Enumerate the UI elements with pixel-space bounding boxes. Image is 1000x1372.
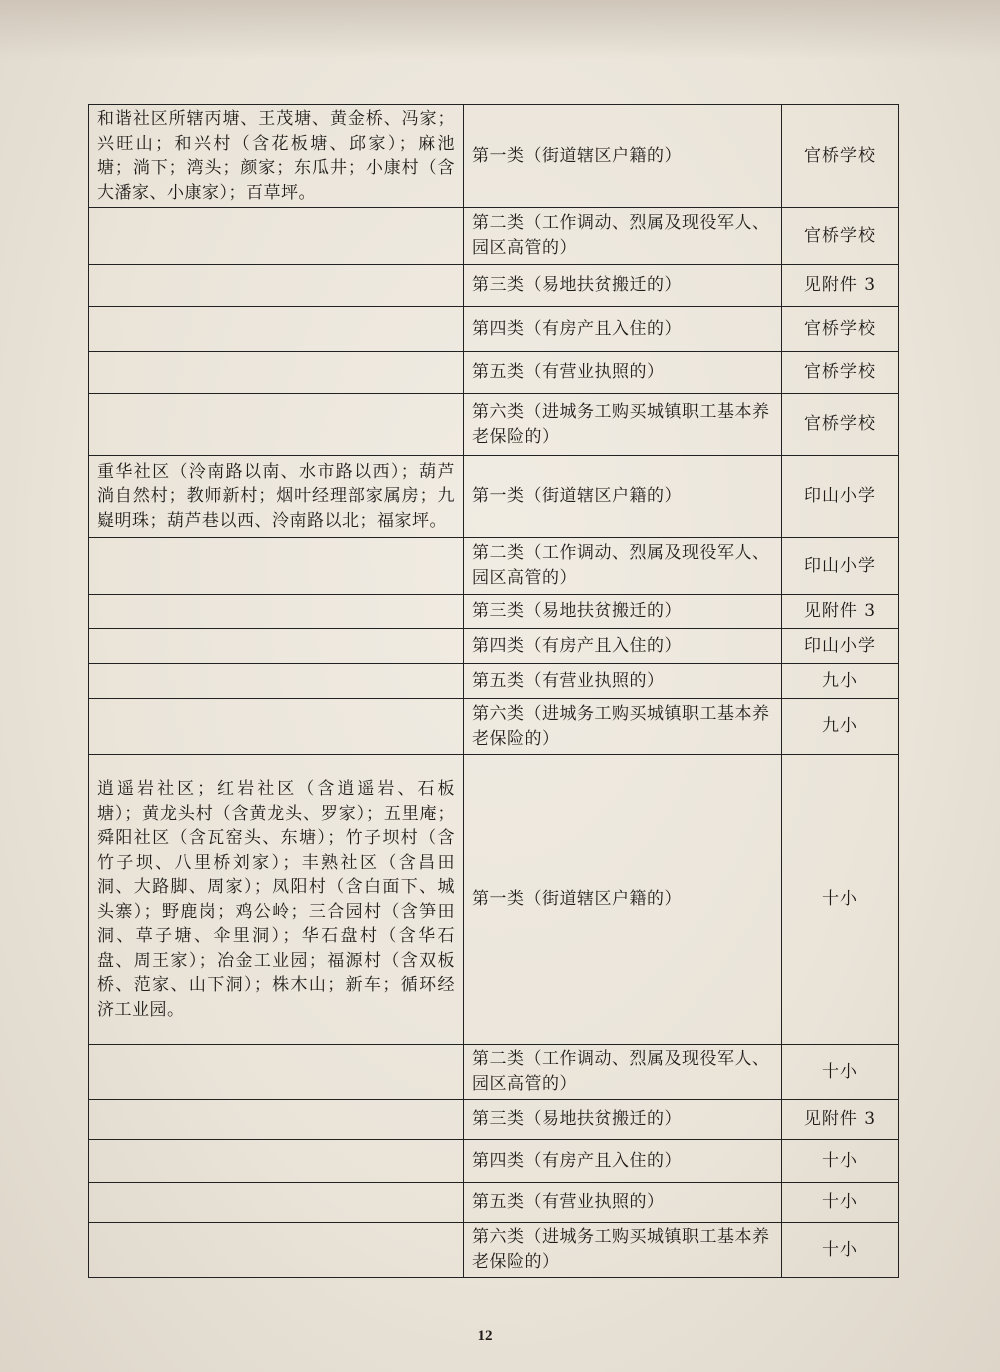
category-cell: 第五类（有营业执照的）	[464, 664, 782, 699]
category-cell: 第五类（有营业执照的）	[464, 352, 782, 394]
category-cell: 第六类（进城务工购买城镇职工基本养老保险的）	[464, 699, 782, 755]
table-row	[89, 265, 899, 307]
category-cell: 第一类（街道辖区户籍的）	[464, 755, 782, 1045]
area-cell-empty	[89, 265, 464, 307]
area-cell-empty	[89, 1100, 464, 1140]
category-cell: 第一类（街道辖区户籍的）	[464, 456, 782, 538]
school-cell: 见附件 3	[782, 1100, 899, 1140]
category-cell: 第三类（易地扶贫搬迁的）	[464, 1100, 782, 1140]
table-row	[89, 1183, 899, 1223]
table-row	[89, 595, 899, 629]
page-number: 12	[477, 1328, 493, 1344]
table-row	[89, 394, 899, 456]
area-cell-empty	[89, 352, 464, 394]
category-cell: 第三类（易地扶贫搬迁的）	[464, 595, 782, 629]
category-cell: 第四类（有房产且入住的）	[464, 629, 782, 664]
school-zone-table	[88, 104, 899, 1278]
area-cell-empty	[89, 538, 464, 595]
table-row	[89, 1100, 899, 1140]
table-row	[89, 105, 899, 208]
area-cell: 重华社区（泠南路以南、水市路以西）；葫芦淌自然村；教师新村；烟叶经理部家属房；九嶷明珠；葫芦巷以西、泠南路以北；福家坪。	[89, 456, 464, 538]
category-cell: 第五类（有营业执照的）	[464, 1183, 782, 1223]
school-cell: 官桥学校	[782, 208, 899, 265]
table-row	[89, 1140, 899, 1183]
area-cell-empty	[89, 664, 464, 699]
school-cell: 印山小学	[782, 456, 899, 538]
school-cell: 官桥学校	[782, 394, 899, 456]
table-row	[89, 456, 899, 538]
category-cell: 第六类（进城务工购买城镇职工基本养老保险的）	[464, 394, 782, 456]
category-cell: 第二类（工作调动、烈属及现役军人、园区高管的）	[464, 1045, 782, 1100]
school-cell: 九小	[782, 664, 899, 699]
table-row	[89, 699, 899, 755]
school-cell: 见附件 3	[782, 265, 899, 307]
school-cell: 官桥学校	[782, 307, 899, 352]
school-cell: 十小	[782, 755, 899, 1045]
school-cell: 九小	[782, 699, 899, 755]
area-cell-empty	[89, 595, 464, 629]
school-cell: 印山小学	[782, 538, 899, 595]
school-cell: 官桥学校	[782, 105, 899, 208]
area-cell-empty	[89, 1183, 464, 1223]
area-cell-empty	[89, 394, 464, 456]
school-zone-table-body	[89, 105, 899, 1278]
category-cell: 第三类（易地扶贫搬迁的）	[464, 265, 782, 307]
table-row	[89, 1223, 899, 1278]
area-cell-empty	[89, 629, 464, 664]
table-row	[89, 1045, 899, 1100]
category-cell: 第一类（街道辖区户籍的）	[464, 105, 782, 208]
table-row	[89, 538, 899, 595]
school-cell: 十小	[782, 1223, 899, 1278]
area-cell-empty	[89, 1140, 464, 1183]
category-cell: 第二类（工作调动、烈属及现役军人、园区高管的）	[464, 208, 782, 265]
area-cell-empty	[89, 1045, 464, 1100]
area-cell-empty	[89, 1223, 464, 1278]
area-cell-empty	[89, 307, 464, 352]
school-cell: 十小	[782, 1140, 899, 1183]
area-cell: 和谐社区所辖丙塘、王茂塘、黄金桥、冯家；兴旺山；和兴村（含花板塘、邱家）；麻池塘；淌下；湾头；颜家；东瓜井；小康村（含大潘家、小康家）；百草坪。	[89, 105, 464, 208]
area-cell-empty	[89, 208, 464, 265]
table-row	[89, 352, 899, 394]
table-row	[89, 755, 899, 1045]
table-row	[89, 208, 899, 265]
category-cell: 第六类（进城务工购买城镇职工基本养老保险的）	[464, 1223, 782, 1278]
table-row	[89, 629, 899, 664]
school-cell: 十小	[782, 1045, 899, 1100]
table-row	[89, 307, 899, 352]
area-cell: 逍遥岩社区；红岩社区（含逍遥岩、石板塘）；黄龙头村（含黄龙头、罗家）；五里庵；舜阳社区（含瓦窑头、东塘）；竹子坝村（含竹子坝、八里桥刘家）；丰熟社区（含昌田洞、大路脚、周家）；凤阳村（含白面下、城头寨）；野鹿岗；鸡公岭；三合园村（含笋田洞、草子塘、伞里洞）；华石盘村（含华石盘、周王家）；冶金工业园；福源村（含双板桥、范家、山下洞）；株木山；新车；循环经济工业园。	[89, 755, 464, 1045]
school-cell: 十小	[782, 1183, 899, 1223]
area-cell-empty	[89, 699, 464, 755]
school-cell: 印山小学	[782, 629, 899, 664]
school-cell: 见附件 3	[782, 595, 899, 629]
category-cell: 第四类（有房产且入住的）	[464, 307, 782, 352]
school-cell: 官桥学校	[782, 352, 899, 394]
table-row	[89, 664, 899, 699]
page-top-shadow	[0, 0, 1000, 60]
category-cell: 第二类（工作调动、烈属及现役军人、园区高管的）	[464, 538, 782, 595]
category-cell: 第四类（有房产且入住的）	[464, 1140, 782, 1183]
